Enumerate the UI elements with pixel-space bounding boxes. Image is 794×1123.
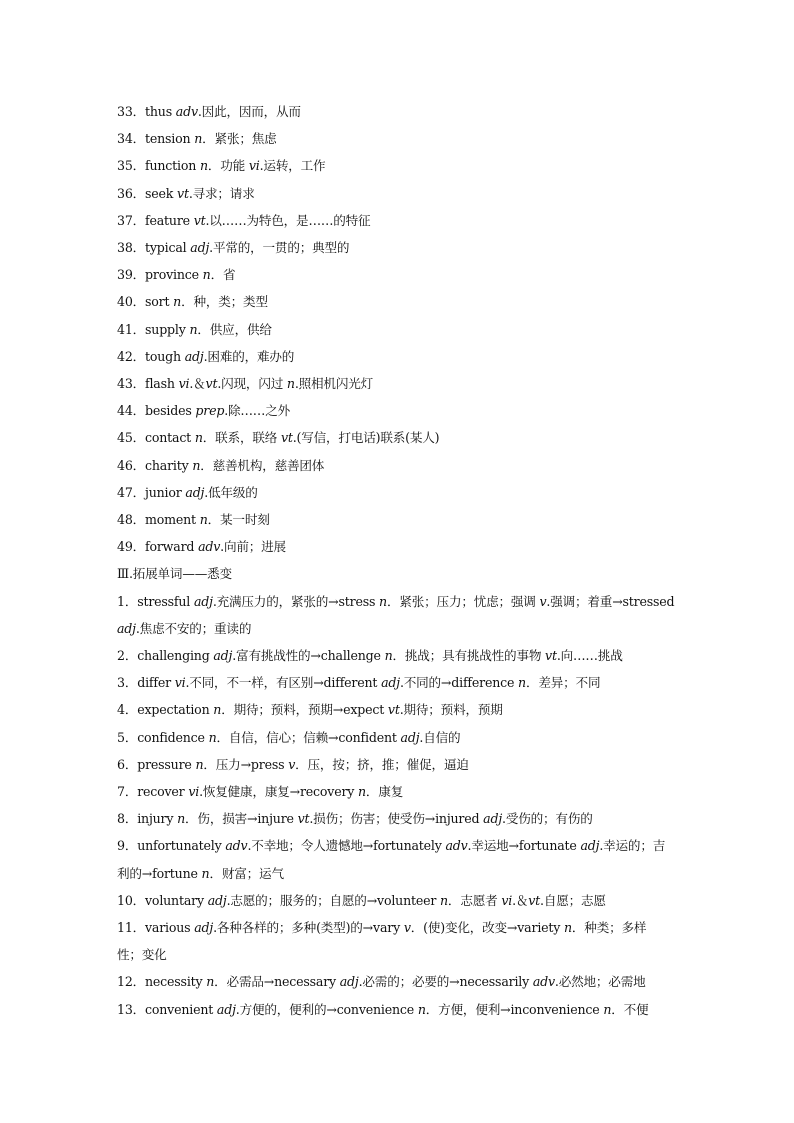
- text-span: 39．province: [117, 267, 203, 283]
- part-of-speech: adj: [216, 1001, 236, 1017]
- part-of-speech: prep: [195, 403, 225, 419]
- text-span: 34．tension: [117, 131, 195, 147]
- text-span: .自愿；志愿: [540, 892, 606, 908]
- text-span: .期待；预料，预期: [399, 702, 503, 718]
- text-line: [117, 322, 684, 338]
- text-span: .幸运地→fortunate: [467, 838, 581, 854]
- text-line: [117, 158, 684, 174]
- text-span: ．联系，联络: [202, 430, 281, 446]
- text-line: [117, 186, 684, 202]
- text-span: 4．expectation: [117, 702, 214, 718]
- text-span: ．功能: [207, 158, 249, 174]
- text-span: 性；变化: [117, 947, 167, 963]
- part-of-speech: n: [603, 1001, 612, 1017]
- text-span: 5．confidence: [117, 729, 209, 745]
- part-of-speech: n: [192, 457, 201, 473]
- text-span: ．挑战；具有挑战性的事物: [392, 648, 546, 663]
- part-of-speech: adj: [339, 974, 359, 990]
- part-of-speech: adv: [445, 838, 468, 854]
- text-span: .各种各样的；多种(类型)的→vary: [213, 920, 404, 935]
- text-span: 35．function: [117, 158, 200, 174]
- text-span: ．(使)变化，改变→variety: [410, 920, 564, 935]
- text-line: [117, 920, 684, 936]
- part-of-speech: adj: [207, 892, 227, 908]
- part-of-speech: n: [417, 1001, 426, 1017]
- part-of-speech: adv: [225, 838, 248, 854]
- part-of-speech: vt: [297, 811, 310, 827]
- text-span: ．压力→press: [203, 756, 289, 772]
- text-span: ．压，按；挤，推；催促，逼迫: [295, 756, 469, 772]
- text-line: [117, 1002, 684, 1018]
- text-line: [117, 648, 684, 664]
- part-of-speech: adv: [532, 974, 555, 990]
- text-span: 10．voluntary: [117, 892, 208, 908]
- text-span: ．方便，便利→inconvenience: [425, 1001, 604, 1017]
- text-span: 2．challenging: [117, 648, 214, 663]
- text-line: [117, 267, 684, 283]
- part-of-speech: v: [288, 756, 296, 772]
- part-of-speech: n: [208, 729, 217, 745]
- part-of-speech: vt: [387, 702, 400, 718]
- text-span: 44．besides: [117, 403, 196, 419]
- part-of-speech: n: [379, 593, 387, 609]
- text-span: 49．forward: [117, 539, 199, 555]
- text-span: 48．moment: [117, 512, 200, 527]
- part-of-speech: vt: [528, 892, 541, 908]
- text-span: .恢复健康，康复→recovery: [199, 784, 358, 799]
- part-of-speech: adv: [175, 104, 198, 119]
- part-of-speech: n: [189, 321, 198, 337]
- part-of-speech: n: [440, 892, 448, 908]
- part-of-speech: adj: [213, 648, 233, 663]
- text-line: [117, 213, 684, 229]
- text-span: ．期待；预料，预期→expect: [221, 702, 388, 718]
- part-of-speech: vi: [501, 892, 513, 908]
- part-of-speech: n: [173, 294, 182, 310]
- text-span: .运转，工作: [259, 158, 326, 174]
- text-span: ．省: [210, 267, 236, 283]
- text-span: 7．recover: [117, 784, 189, 799]
- text-span: 3．differ: [117, 675, 175, 691]
- text-line: [117, 947, 684, 963]
- part-of-speech: n: [518, 675, 526, 691]
- part-of-speech: adj: [185, 484, 205, 500]
- text-line: [117, 458, 684, 474]
- part-of-speech: n: [358, 784, 366, 799]
- text-span: 33．thus: [117, 104, 176, 119]
- text-span: .受伤的；有伤的: [502, 811, 593, 827]
- text-span: ．某一时刻: [207, 512, 270, 527]
- part-of-speech: vt: [545, 648, 557, 663]
- text-span: ．紧张；压力；忧虑；强调: [386, 593, 540, 609]
- text-span: ．种类；多样: [571, 920, 647, 935]
- part-of-speech: n: [286, 376, 295, 391]
- part-of-speech: vt: [280, 430, 293, 446]
- text-span: 11．various: [117, 920, 195, 935]
- part-of-speech: n: [201, 865, 210, 881]
- part-of-speech: adv: [198, 539, 221, 555]
- text-line: [117, 811, 684, 827]
- text-span: 1．stressful: [117, 593, 194, 609]
- text-span: .困难的，难办的: [203, 348, 295, 364]
- text-line: [117, 784, 684, 800]
- text-line: [117, 349, 684, 365]
- part-of-speech: n: [202, 267, 211, 283]
- text-line: [117, 893, 684, 909]
- part-of-speech: n: [195, 756, 204, 772]
- text-line: [117, 621, 684, 637]
- text-span: ．财富；运气: [209, 865, 284, 881]
- text-span: .(写信，打电话)联系(某人): [292, 430, 440, 446]
- text-span: .志愿的；服务的；自愿的→volunteer: [226, 892, 440, 908]
- text-line: [117, 675, 684, 691]
- text-span: 8．injury: [117, 811, 178, 827]
- text-line: [117, 539, 684, 555]
- text-line: [117, 974, 684, 990]
- text-span: ．不便: [611, 1001, 649, 1017]
- part-of-speech: adj: [483, 811, 503, 827]
- text-span: .向前；进展: [220, 539, 286, 555]
- part-of-speech: vi: [248, 158, 260, 174]
- text-span: 13．convenient: [117, 1001, 217, 1017]
- text-span: .焦虑不安的；重读的: [135, 620, 252, 636]
- text-span: .不同的→difference: [399, 675, 519, 691]
- text-span: .以……为特色，是……的特征: [205, 212, 371, 228]
- text-span: 9．unfortunately: [117, 838, 226, 854]
- text-span: .自信的: [419, 729, 461, 745]
- part-of-speech: adj: [117, 620, 136, 636]
- text-span: 37．feature: [117, 212, 194, 228]
- text-span: .向……挑战: [556, 648, 623, 663]
- text-span: .强调；着重→stressed: [546, 593, 675, 609]
- text-line: [117, 730, 684, 746]
- text-span: ．种，类；类型: [181, 294, 268, 310]
- text-span: 42．tough: [117, 348, 185, 364]
- text-line: [117, 376, 684, 392]
- part-of-speech: adj: [580, 838, 600, 854]
- part-of-speech: vt: [205, 376, 218, 391]
- text-span: Ⅲ.拓展单词——悉变: [117, 566, 232, 582]
- part-of-speech: n: [384, 648, 393, 663]
- text-span: .照相机闪光灯: [294, 376, 373, 391]
- text-span: 40．sort: [117, 294, 174, 310]
- text-span: .因此，因而，从而: [197, 104, 301, 119]
- text-line: [117, 131, 684, 147]
- text-span: .富有挑战性的→challenge: [232, 648, 385, 663]
- text-span: .除……之外: [224, 403, 290, 419]
- part-of-speech: adj: [184, 348, 204, 364]
- text-span: ．慈善机构，慈善团体: [200, 457, 325, 473]
- text-span: .必需的；必要的→necessarily: [358, 974, 533, 990]
- part-of-speech: n: [194, 430, 203, 446]
- text-span: .闪现，闪过: [217, 376, 287, 391]
- part-of-speech: adj: [190, 240, 210, 255]
- text-line: [117, 594, 684, 610]
- text-line: [117, 702, 684, 718]
- text-span: ．伤，损害→injure: [185, 811, 298, 827]
- text-span: .平常的，一贯的；典型的: [209, 240, 350, 255]
- text-span: 38．typical: [117, 240, 191, 255]
- text-span: ．志愿者: [447, 892, 502, 908]
- part-of-speech: adj: [381, 675, 400, 691]
- part-of-speech: n: [206, 974, 215, 990]
- text-span: 41．supply: [117, 321, 190, 337]
- text-span: 利的→fortune: [117, 865, 202, 881]
- text-line: [117, 104, 684, 120]
- text-line: [117, 566, 684, 582]
- text-span: 45．contact: [117, 430, 195, 446]
- text-span: .损伤；伤害；使受伤→injured: [309, 811, 484, 827]
- text-span: 43．flash: [117, 376, 179, 391]
- text-span: 12．necessity: [117, 974, 207, 990]
- text-span: ．康复: [365, 784, 404, 799]
- text-line: [117, 838, 684, 854]
- text-line: [117, 757, 684, 773]
- text-span: .＆: [512, 892, 529, 908]
- text-span: .方便的，便利的→convenience: [235, 1001, 418, 1017]
- text-line: [117, 430, 684, 446]
- text-span: ．自信，信心；信赖→confident: [216, 729, 401, 745]
- part-of-speech: n: [213, 702, 222, 718]
- text-span: ．必需品→necessary: [214, 974, 340, 990]
- part-of-speech: vt: [193, 212, 206, 228]
- text-span: ．差异；不同: [525, 675, 601, 691]
- part-of-speech: vt: [177, 185, 189, 201]
- text-span: .不同，不一样，有区别→different: [185, 675, 382, 691]
- text-span: ．供应，供给: [197, 321, 272, 337]
- text-span: .不幸地；令人遗憾地→fortunately: [247, 838, 446, 854]
- text-span: .必然地；必需地: [554, 974, 646, 990]
- text-span: .幸运的；吉: [599, 838, 666, 854]
- part-of-speech: adj: [400, 729, 420, 745]
- text-line: [117, 512, 684, 528]
- part-of-speech: vi: [178, 376, 190, 391]
- part-of-speech: v: [403, 920, 411, 935]
- text-line: [117, 294, 684, 310]
- text-span: .＆: [189, 376, 206, 391]
- part-of-speech: n: [199, 512, 208, 527]
- text-line: [117, 240, 684, 256]
- part-of-speech: adj: [194, 920, 214, 935]
- text-span: 46．charity: [117, 457, 193, 473]
- text-span: 6．pressure: [117, 756, 196, 772]
- text-span: .寻求；请求: [188, 185, 255, 201]
- part-of-speech: n: [563, 920, 572, 935]
- text-span: .低年级的: [204, 484, 258, 500]
- text-line: [117, 485, 684, 501]
- text-line: [117, 866, 684, 882]
- part-of-speech: n: [194, 131, 203, 147]
- text-span: 36．seek: [117, 185, 178, 201]
- text-span: 47．junior: [117, 484, 186, 500]
- part-of-speech: vi: [174, 675, 186, 691]
- text-span: .充满压力的，紧张的→stress: [212, 593, 380, 609]
- text-span: ．紧张；焦虑: [202, 131, 277, 147]
- text-line: [117, 403, 684, 419]
- part-of-speech: n: [199, 158, 208, 174]
- part-of-speech: vi: [188, 784, 200, 799]
- part-of-speech: adj: [193, 593, 213, 609]
- part-of-speech: v: [539, 593, 547, 609]
- part-of-speech: n: [177, 811, 186, 827]
